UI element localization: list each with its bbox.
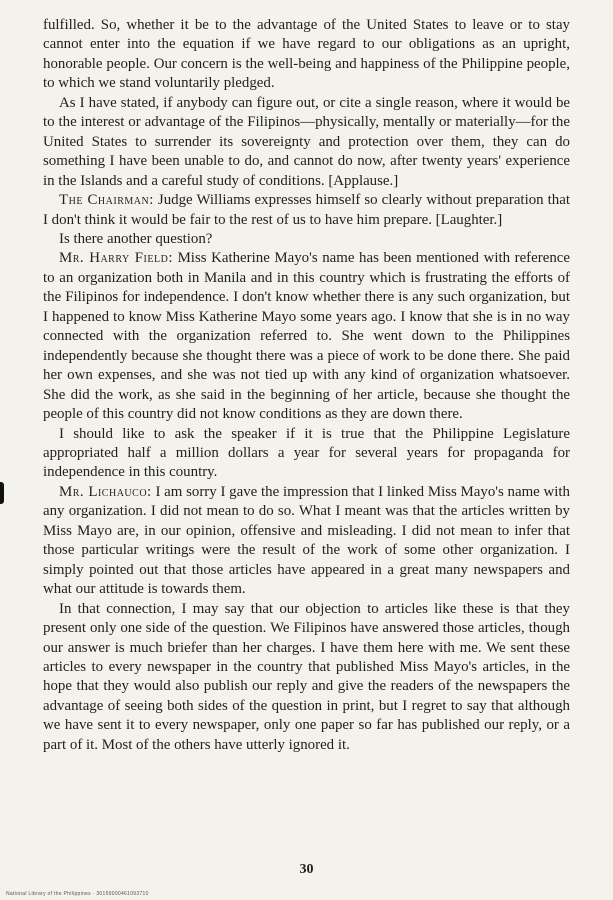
paragraph-text: I should like to ask the speaker if it is true that the Philippine Legislature appropriated half a million dollars a year for several years for propaganda for independence in this country. bbox=[43, 425, 570, 481]
paragraph-text: I am sorry I gave the impression that I linked Miss Mayo's name with any organization. I did not mean to do so. What I meant was that the articles written by Miss Mayo are, in our opinion, offensive and misleading. I did not mean to infer that those particular writings were the result of the work of some other organization. I simply pointed out that those articles have appeared in a great many newspapers and what our attitude is towards them. bbox=[43, 483, 570, 598]
paragraph-6 bbox=[43, 425, 570, 483]
paragraph-7 bbox=[43, 483, 570, 600]
speaker-label: Mr. Harry Field: bbox=[59, 250, 173, 267]
paragraph-text: In that connection, I may say that our objection to articles like these is that they present only one side of the question. We Filipinos have answered those articles, though our answer is much briefer than her charges. I have them here with me. We sent these articles to every newspaper in the country that published Miss Mayo's articles, in the hope that they would also publish our reply and give the readers of the newspapers the advantage of seeing both sides of the question in print, but I regret to say that although we have sent it to every newspaper, only one paper so far has published our reply, or a part of it. Most of the others have utterly ignored it. bbox=[43, 600, 570, 753]
binding-mark bbox=[0, 482, 4, 504]
paragraph-8 bbox=[43, 600, 570, 756]
paragraph-4 bbox=[43, 230, 570, 249]
library-footer: National Library of the Philippines · 30159000461093710 bbox=[6, 891, 149, 897]
paragraph-2 bbox=[43, 94, 570, 191]
document-page bbox=[43, 16, 570, 755]
speaker-label: The Chairman: bbox=[59, 192, 154, 209]
paragraph-text: As I have stated, if anybody can figure out, or cite a single reason, where it would be to the interest or advantage of the Filipinos—physically, mentally or materially—for the United States to surrender its sovereignty and protection over them, they can do something I have been unable to do, and cannot do now, after twenty years' experience in the Islands and a careful study of conditions. [Applause.] bbox=[43, 94, 570, 189]
paragraph-text: Is there another question? bbox=[59, 230, 213, 247]
paragraph-text: Judge Williams expresses himself so clearly without preparation that I don't think it would be fair to the rest of us to have him prepare. [Laughter.] bbox=[43, 192, 570, 228]
speaker-label: Mr. Lichauco: bbox=[59, 483, 152, 500]
page-number: 30 bbox=[299, 862, 314, 877]
paragraph-text: Miss Katherine Mayo's name has been mentioned with reference to an organization both in Manila and in this country which is frustrating the efforts of the Filipinos for independence. I don't know whether there is any such organization, but I happened to know Miss Katherine Mayo some years ago. I know that she is in no way connected with the organization referred to. She went down to the Philippines independently because she thought there was a piece of work to be done there. She paid her own expenses, and she was not tied up with any kind of organization whatsoever. She did the work, as she said in the beginning of her article, because she thought the people of this country did not know conditions as they are down there. bbox=[43, 250, 570, 423]
paragraph-3 bbox=[43, 191, 570, 230]
paragraph-1 bbox=[43, 16, 570, 94]
paragraph-5 bbox=[43, 249, 570, 424]
paragraph-text: fulfilled. So, whether it be to the advantage of the United States to leave or to stay cannot enter into the equation if we have regard to our obligations as an upright, honorable people. Our concern is the well-being and happiness of the Philippine people, to which we stand voluntarily pledged. bbox=[43, 17, 570, 92]
